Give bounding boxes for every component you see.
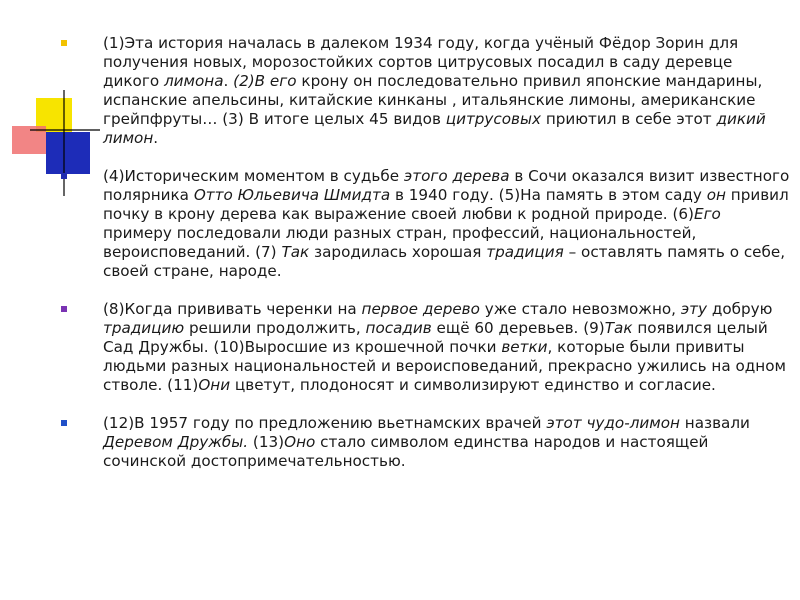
paragraph-3 (103, 300, 793, 395)
italic-run: Деревом Дружбы. (103, 433, 249, 451)
text-run: крону он последовательно привил японские мандарины, испанские апельсины, китайские кинканы , итальянские лимоны, американские грейпфруты… (103, 72, 763, 128)
italic-run: первое дерево (361, 300, 480, 318)
italic-run: лимона (163, 72, 224, 90)
text-run: . (223, 72, 234, 90)
italic-run: традицию (103, 319, 185, 337)
text-run: стало символом единства народов и настоящей сочинской достопримечательностью. (103, 433, 709, 470)
italic-run: этот чудо-лимон (546, 414, 680, 432)
italic-run: Оно (284, 433, 316, 451)
text-run: приютил в себе этот (541, 110, 717, 128)
paragraph-4-text (103, 414, 750, 470)
paragraph-2 (103, 167, 793, 281)
text-run: (12)В 1957 году по предложению вьетнамских врачей (103, 414, 547, 432)
text-run: в Сочи оказался визит известного полярника (103, 167, 790, 204)
paragraph-2-text (103, 167, 789, 280)
bullet-icon (61, 40, 67, 46)
italic-run: ветки (501, 338, 548, 356)
text-run: . (153, 129, 159, 147)
paragraph-3-text (103, 300, 786, 394)
text-run: , которые были привиты людьми разных национальностей и вероисповеданий, прекрасно ужились на одном стволе. (11) (103, 338, 786, 394)
text-run: (8)Когда прививать черенки на (103, 300, 362, 318)
text-run: (13) (248, 433, 285, 451)
decorative-squares (0, 0, 100, 200)
italic-run: он (706, 186, 726, 204)
text-run: зародилась хорошая (309, 243, 487, 261)
deco-blue-square (46, 132, 90, 174)
italic-run: дикий лимон (103, 110, 766, 147)
italic-run: Его (693, 205, 721, 223)
italic-run: традиция (486, 243, 564, 261)
italic-run: (2)В его (233, 72, 297, 90)
bullet-icon (61, 173, 67, 179)
paragraph-4 (103, 414, 793, 471)
italic-run: посадив (365, 319, 432, 337)
italic-run: этого дерева (403, 167, 510, 185)
italic-run: цитрусовых (445, 110, 541, 128)
italic-run: Так (281, 243, 310, 261)
text-run: решили продолжить, (184, 319, 366, 337)
bullet-icon (61, 306, 67, 312)
text-run: (3) В итоге целых 45 видов (222, 110, 446, 128)
text-run: ещё 60 деревьев. (9) (431, 319, 605, 337)
text-run: назвали (679, 414, 750, 432)
paragraph-1-text (103, 34, 766, 147)
text-run: в 1940 году. (5)На память в этом саду (390, 186, 707, 204)
bullet-icon (61, 420, 67, 426)
text-run: – оставлять память о себе, своей стране, народе. (103, 243, 786, 280)
text-run: появился целый Сад Дружбы. (10)Выросшие из крошечной почки (103, 319, 768, 356)
paragraph-1 (103, 34, 793, 148)
text-run: (4)Историческим моментом в судьбе (103, 167, 404, 185)
text-run: добрую (707, 300, 773, 318)
text-run: уже стало невозможно, (479, 300, 681, 318)
text-run: (1)Эта история началась в далеком 1934 году, когда учёный Фёдор Зорин для получения новых, морозостойких сортов цитрусовых посадил в саду деревце дикого (103, 34, 739, 90)
text-run: привил почку в крону дерева как выражение своей любви к родной природе. (6) (103, 186, 789, 223)
italic-run: Они (198, 376, 231, 394)
text-run: цветут, плодоносят и символизируют единство и согласие. (230, 376, 716, 394)
italic-run: Так (604, 319, 633, 337)
italic-run: эту (680, 300, 707, 318)
slide-body (103, 34, 793, 471)
italic-run: Отто Юльевича Шмидта (193, 186, 391, 204)
text-run: примеру последовали люди разных стран, профессий, национальностей, вероисповеданий. (7) (103, 224, 697, 261)
